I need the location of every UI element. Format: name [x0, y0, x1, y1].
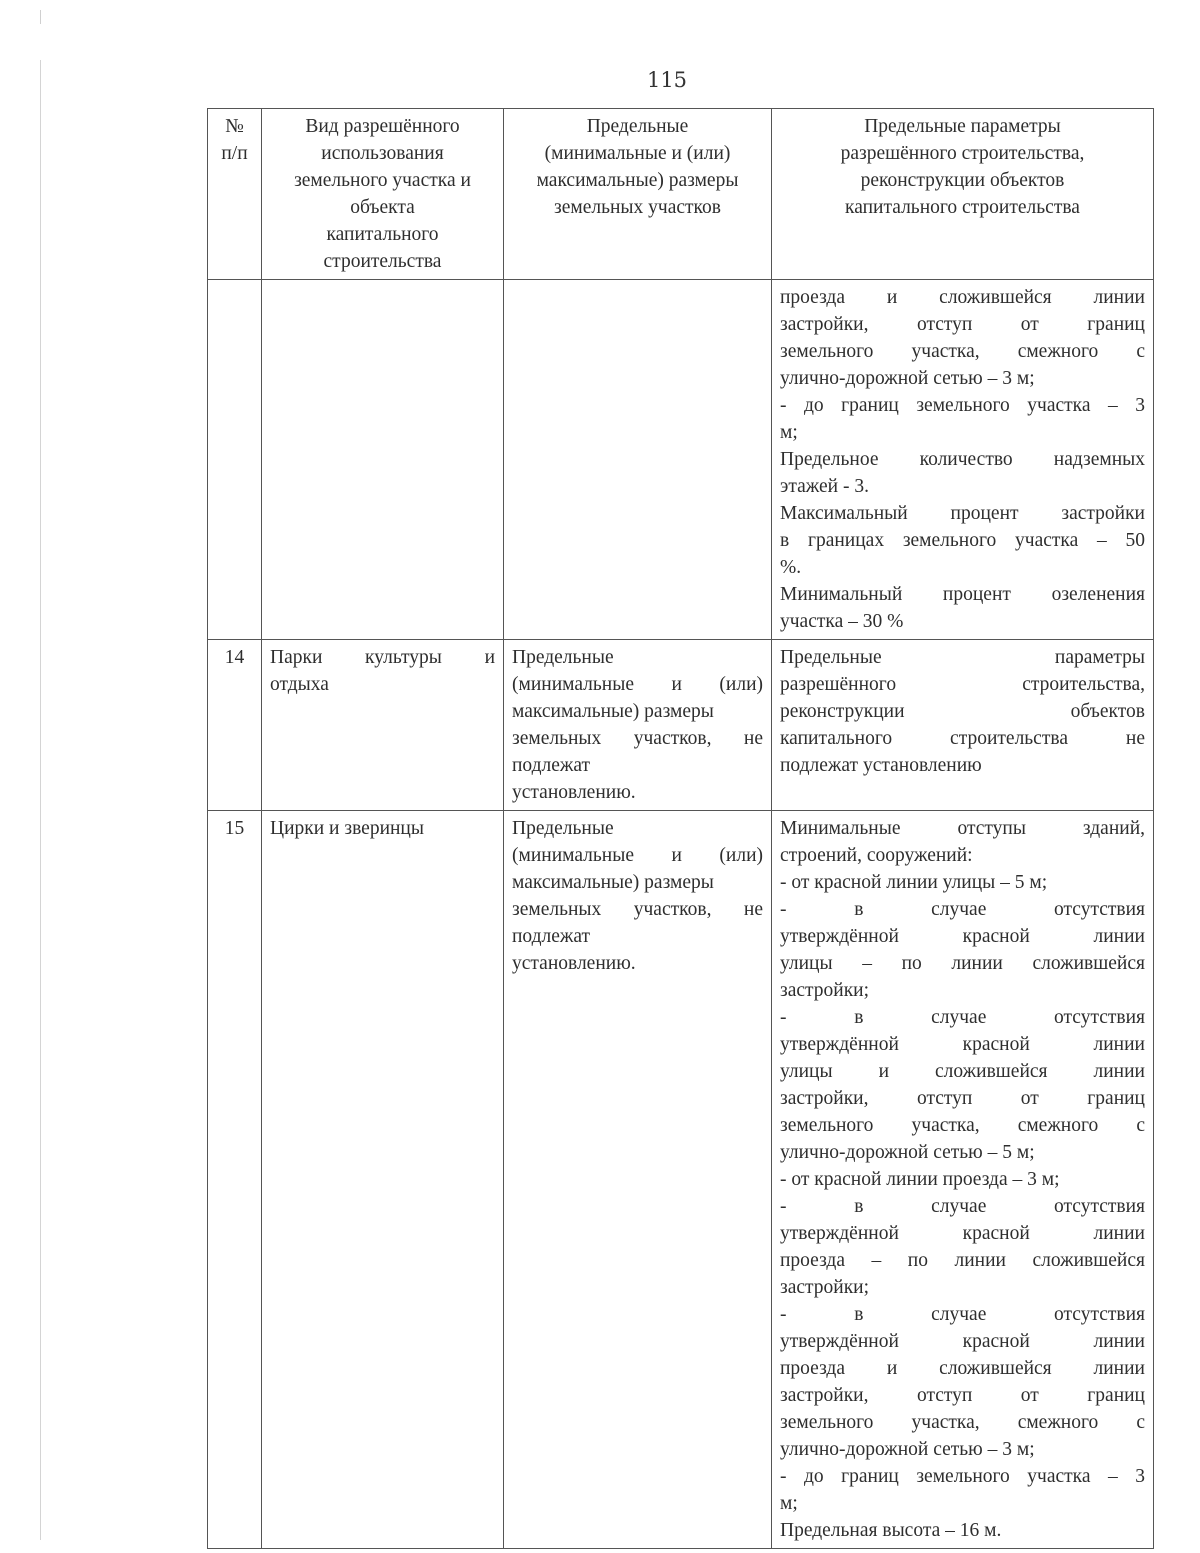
cell-text-line: улично-дорожной сетью – 3 м;: [780, 368, 1035, 389]
table-row-14: [208, 640, 1154, 811]
row-use-type: [262, 811, 504, 1549]
cell-text-line: застройки, отступ от границ: [780, 1088, 1145, 1109]
cell-text-line: застройки;: [780, 1277, 870, 1298]
cell-text-line: использования: [321, 143, 444, 164]
table-header-row: [208, 109, 1154, 280]
header-plot-sizes: [504, 109, 772, 280]
page-number: 115: [646, 68, 688, 92]
cell-text-line: Предельное количество надземных: [780, 449, 1145, 470]
cell-text-line: застройки, отступ от границ: [780, 1385, 1145, 1406]
cell-text-line: %.: [780, 557, 802, 578]
cell-text-line: Парки культуры и: [270, 647, 495, 668]
cell-text-line: проезда – по линии сложившейся: [780, 1250, 1145, 1271]
row-build-params: [772, 640, 1154, 811]
scan-edge-line: [40, 60, 41, 1540]
cell-text-line: установлению.: [512, 953, 636, 974]
cell-text-line: земельного участка, смежного с: [780, 1115, 1145, 1136]
cell-text-line: участка – 30 %: [780, 611, 904, 632]
cell-text-line: Цирки и зверинцы: [270, 818, 424, 839]
cell-text-line: земельных участков: [554, 197, 721, 218]
cell-text-line: Предельные: [512, 818, 614, 839]
cell-text-line: разрешённого строительства,: [840, 143, 1085, 164]
cell-text-line: реконструкции объектов: [780, 701, 1145, 722]
cell-text-line: - в случае отсутствия: [780, 899, 1145, 920]
cell-text-line: - до границ земельного участка – 3: [780, 1466, 1145, 1487]
cell-text-line: Минимальные отступы зданий,: [780, 818, 1145, 839]
cell-text-line: реконструкции объектов: [860, 170, 1065, 191]
cell-text-line: №: [225, 116, 244, 137]
table-row-15: [208, 811, 1154, 1549]
row-use-type: [262, 640, 504, 811]
cell-text-line: капитального строительства: [845, 197, 1080, 218]
cell-text-line: утверждённой красной линии: [780, 1223, 1145, 1244]
row-use-type: [262, 280, 504, 640]
cell-text-line: капитального: [326, 224, 439, 245]
cell-text-line: земельных участков, не: [512, 728, 763, 749]
cell-text-line: м;: [780, 1493, 798, 1514]
cell-text-line: (минимальные и (или): [512, 674, 763, 695]
cell-text-line: Предельная высота – 16 м.: [780, 1520, 1002, 1541]
header-use-type: [262, 109, 504, 280]
cell-text-line: Предельные параметры: [864, 116, 1061, 137]
cell-text-line: Предельные: [586, 116, 689, 137]
header-build-params: [772, 109, 1154, 280]
cell-text-line: Минимальный процент озеленения: [780, 584, 1145, 605]
cell-text-line: проезда и сложившейся линии: [780, 1358, 1145, 1379]
row-plot-sizes: [504, 640, 772, 811]
cell-text-line: - от красной линии улицы – 5 м;: [780, 872, 1048, 893]
cell-text-line: земельного участка и: [294, 170, 471, 191]
row-plot-sizes: [504, 280, 772, 640]
header-number: [208, 109, 262, 280]
cell-text-line: максимальные) размеры: [512, 872, 714, 893]
row-number: 15: [208, 811, 262, 1549]
cell-text-line: - до границ земельного участка – 3: [780, 395, 1145, 416]
land-use-table: [207, 108, 1154, 1549]
cell-text-line: - в случае отсутствия: [780, 1196, 1145, 1217]
cell-text-line: улицы и сложившейся линии: [780, 1061, 1145, 1082]
cell-text-line: Максимальный процент застройки: [780, 503, 1145, 524]
cell-text-line: утверждённой красной линии: [780, 926, 1145, 947]
cell-text-line: подлежат: [512, 926, 591, 947]
cell-text-line: разрешённого строительства,: [780, 674, 1145, 695]
cell-text-line: подлежат: [512, 755, 591, 776]
cell-text-line: строительства: [323, 251, 442, 272]
cell-text-line: п/п: [221, 143, 248, 164]
row-build-params: [772, 811, 1154, 1549]
cell-text-line: объекта: [350, 197, 415, 218]
cell-text-line: Предельные: [512, 647, 614, 668]
cell-text-line: застройки, отступ от границ: [780, 314, 1145, 335]
cell-text-line: - от красной линии проезда – 3 м;: [780, 1169, 1060, 1190]
cell-text-line: земельного участка, смежного с: [780, 1412, 1145, 1433]
cell-text-line: - в случае отсутствия: [780, 1304, 1145, 1325]
cell-text-line: - в случае отсутствия: [780, 1007, 1145, 1028]
cell-text-line: (минимальные и (или): [512, 845, 763, 866]
row-build-params: [772, 280, 1154, 640]
cell-text-line: в границах земельного участка – 50: [780, 530, 1145, 551]
row-number: 14: [208, 640, 262, 811]
cell-text-line: подлежат установлению: [780, 755, 982, 776]
cell-text-line: улицы – по линии сложившейся: [780, 953, 1145, 974]
cell-text-line: проезда и сложившейся линии: [780, 287, 1145, 308]
cell-text-line: утверждённой красной линии: [780, 1034, 1145, 1055]
row-plot-sizes: [504, 811, 772, 1549]
cell-text-line: улично-дорожной сетью – 3 м;: [780, 1439, 1035, 1460]
cell-text-line: Вид разрешённого: [305, 116, 460, 137]
cell-text-line: земельных участков, не: [512, 899, 763, 920]
cell-text-line: максимальные) размеры: [512, 701, 714, 722]
cell-text-line: застройки;: [780, 980, 870, 1001]
cell-text-line: строений, сооружений:: [780, 845, 973, 866]
cell-text-line: утверждённой красной линии: [780, 1331, 1145, 1352]
cell-text-line: установлению.: [512, 782, 636, 803]
cell-text-line: м;: [780, 422, 798, 443]
cell-text-line: улично-дорожной сетью – 5 м;: [780, 1142, 1035, 1163]
cell-text-line: отдыха: [270, 674, 329, 695]
table-row-continuation: [208, 280, 1154, 640]
cell-text-line: Предельные параметры: [780, 647, 1145, 668]
row-number: [208, 280, 262, 640]
cell-text-line: (минимальные и (или): [544, 143, 731, 164]
cell-text-line: этажей - 3.: [780, 476, 869, 497]
scan-edge-mark: [40, 10, 41, 24]
cell-text-line: капитального строительства не: [780, 728, 1145, 749]
cell-text-line: максимальные) размеры: [536, 170, 739, 191]
cell-text-line: земельного участка, смежного с: [780, 341, 1145, 362]
